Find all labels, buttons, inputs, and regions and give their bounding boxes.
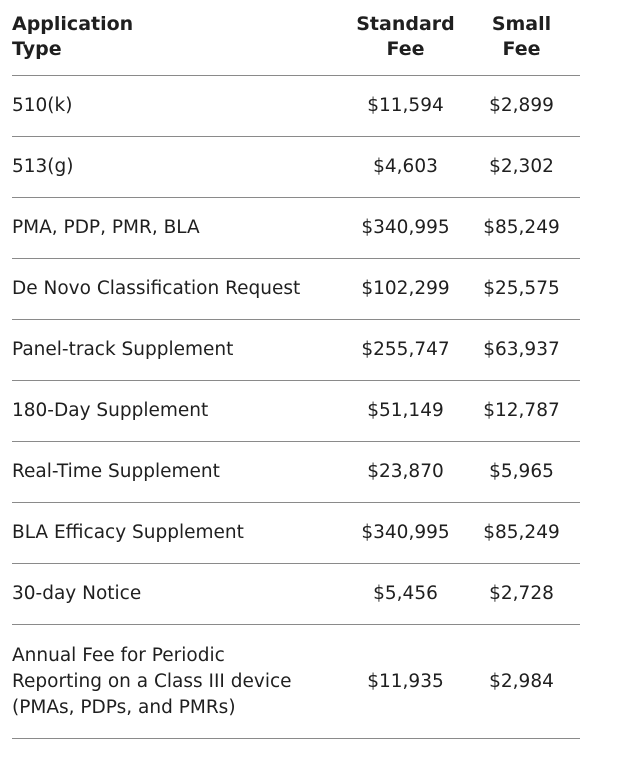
application-type-cell: 30-day Notice: [12, 583, 142, 604]
small-fee-cell: $2,984: [489, 670, 554, 692]
small-fee-cell: $2,728: [489, 583, 554, 604]
small-fee-cell: $2,302: [489, 156, 554, 177]
standard-fee-cell: $11,935: [367, 670, 444, 692]
header-standard-fee: Standard Fee: [356, 13, 455, 60]
standard-fee-cell: $5,456: [373, 583, 438, 604]
small-fee-cell: $85,249: [483, 217, 560, 238]
small-fee-cell: $63,937: [483, 339, 560, 360]
table-row: [12, 564, 580, 625]
standard-fee-cell: $51,149: [367, 400, 444, 421]
table-row: [12, 198, 580, 259]
table-row: [12, 625, 580, 739]
small-fee-cell: $85,249: [483, 522, 560, 543]
table-row: [12, 381, 580, 442]
standard-fee-cell: $340,995: [361, 217, 450, 238]
fee-table: [12, 0, 580, 739]
application-type-cell: 513(g): [12, 156, 74, 177]
table-row: [12, 503, 580, 564]
table-row: [12, 76, 580, 137]
standard-fee-cell: $102,299: [361, 278, 450, 299]
small-fee-cell: $2,899: [489, 95, 554, 116]
standard-fee-cell: $340,995: [361, 522, 450, 543]
standard-fee-cell: $11,594: [367, 95, 444, 116]
small-fee-cell: $12,787: [483, 400, 560, 421]
table-row: [12, 259, 580, 320]
application-type-cell: De Novo Classification Request: [12, 278, 301, 299]
table-row: [12, 137, 580, 198]
standard-fee-cell: $23,870: [367, 461, 444, 482]
table-row: [12, 442, 580, 503]
standard-fee-cell: $4,603: [373, 156, 438, 177]
application-type-cell: BLA Efficacy Supplement: [12, 522, 244, 543]
application-type-cell: 510(k): [12, 95, 73, 116]
table-header: [12, 0, 580, 76]
application-type-cell: PMA, PDP, PMR, BLA: [12, 217, 200, 238]
header-application-type: Application Type: [12, 13, 134, 60]
small-fee-cell: $5,965: [489, 461, 554, 482]
application-type-cell: Panel-track Supplement: [12, 339, 234, 360]
table-row: [12, 320, 580, 381]
small-fee-cell: $25,575: [483, 278, 560, 299]
header-small-fee: Small Fee: [491, 13, 552, 60]
application-type-cell: 180-Day Supplement: [12, 400, 209, 421]
standard-fee-cell: $255,747: [361, 339, 450, 360]
application-type-cell: Real-Time Supplement: [12, 461, 220, 482]
application-type-cell: Annual Fee for Periodic Reporting on a Class III device (PMAs, PDPs, and PMRs): [12, 644, 292, 718]
